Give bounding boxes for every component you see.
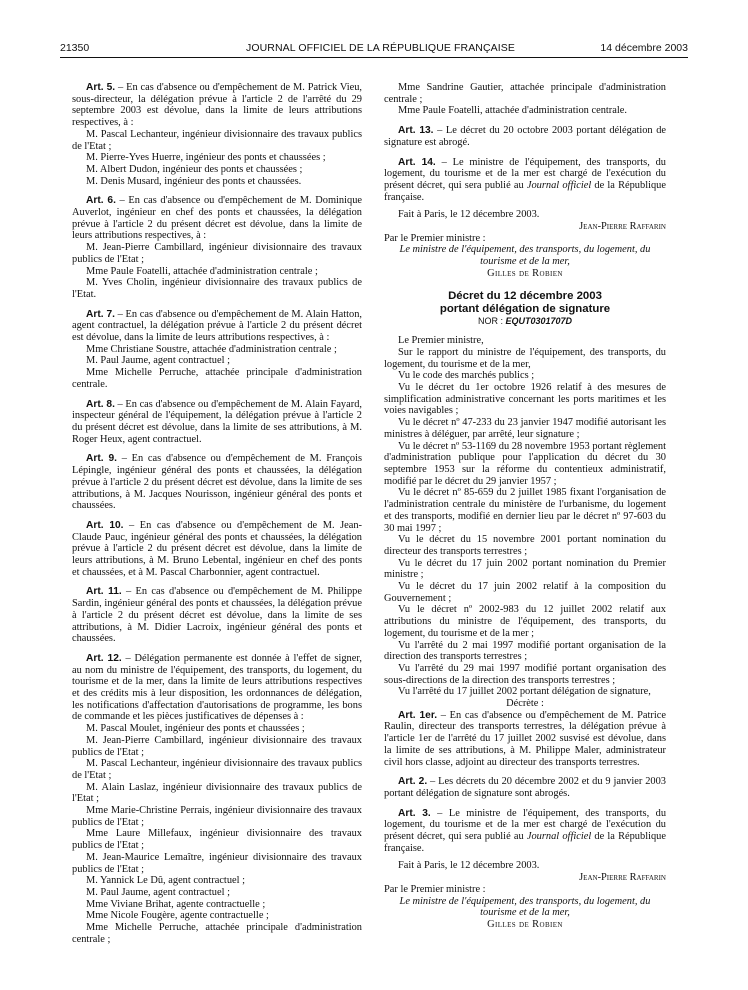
list-item: Mme Michelle Perruche, attachée principale d'administration centrale. [72,367,362,390]
article-11: Art. 11. – En cas d'absence ou d'empêchement de M. Philippe Sardin, ingénieur général des ponts et chaussées, la délégation prévue à l'article 2 du présent décret est dévolue, dans la limite de ses attributions, à M. Didier Lacroix, ingénieur général des ponts et chaussées. [72,586,362,645]
list-item: M. Pascal Lechanteur, ingénieur divisionnaire des travaux publics de l'Etat ; [72,128,362,152]
visa: Vu le décret du 17 juin 2002 relatif à la composition du Gouvernement ; [384,581,666,604]
decree-article-2: Art. 2. – Les décrets du 20 décembre 2002 et du 9 janvier 2003 portant délégation de signature sont abrogés. [384,776,667,799]
list-item: M. Jean-Pierre Cambillard, ingénieur divisionnaire des travaux publics de l'Etat ; [72,242,362,265]
list-item: Mme Nicole Fougère, agente contractuelle ; [86,910,269,922]
right-column [384,82,666,931]
visa: Vu le décret nº 2002-983 du 12 juillet 2002 relatif aux attributions du ministre de l'équipement, des transports, du logement, du tourisme et de la mer ; [384,604,666,639]
header-rule [60,57,688,58]
journal-title: JOURNAL OFFICIEL DE LA RÉPUBLIQUE FRANÇAISE [246,42,515,54]
decree-title: Décret du 12 décembre 2003 portant délégation de signature [439,289,611,315]
page-number: 21350 [60,42,90,54]
list-item: M. Alain Laslaz, ingénieur divisionnaire des travaux publics de l'Etat ; [72,781,362,805]
signature-date: Fait à Paris, le 12 décembre 2003. [398,860,540,872]
article-6: Art. 6. – En cas d'absence ou d'empêchement de M. Dominique Auverlot, ingénieur en chef des ponts et chaussées, la délégation prévue à l'article 2 du présent décret est dévolue, dans la limite de leurs attributions respectives, à : [72,195,363,242]
issue-date: 14 décembre 2003 [600,42,688,54]
left-column [72,82,362,946]
list-item: Mme Laure Millefaux, ingénieur divisionnaire des travaux publics de l'Etat ; [72,828,362,852]
list-item: M. Jean-Pierre Cambillard, ingénieur divisionnaire des travaux publics de l'Etat ; [72,734,362,758]
article-14: Art. 14. – Le ministre de l'équipement, des transports, du logement, du tourisme et de la mer est chargé de l'exécution du présent décret, qui sera publié au Journal officiel de la République française. [384,156,666,203]
list-item: Mme Viviane Brihat, agente contractuelle ; [86,898,266,910]
decree-article-1: Art. 1er. – En cas d'absence ou d'empêchement de M. Patrice Raulin, directeur des transports terrestres, la délégation prévue à l'article 1er de l'arrêté du 17 juillet 2002 susvisé est dévolue, dans la limite de ses attributions, à M. Philippe Maler, administrateur civil hors classe, adjoint au directeur des transports terrestres. [384,709,666,768]
list-item: Mme Paule Foatelli, attachée d'administration centrale ; [86,265,318,277]
article-8: Art. 8. – En cas d'absence ou d'empêchement de M. Alain Fayard, inspecteur général de l'équipement, la délégation prévue à l'article 2 du présent décret est dévolue, dans la limite de ses attributions, à M. Roger Heux, agent contractuel. [72,398,362,445]
decrete-heading: Décrète : [506,698,544,710]
decree-article-3: Art. 3. – Le ministre de l'équipement, des transports, du logement, du tourisme et de la mer est chargé de l'exécution du présent décret, qui sera publié au Journal officiel de la République française. [384,807,667,854]
article-10: Art. 10. – En cas d'absence ou d'empêchement de M. Jean-Claude Pauc, ingénieur général des ponts et chaussées, la délégation prévue à l'article 2 du présent décret est dévolue, dans la limite de leurs attributions, à M. Bruno Lebental, ingénieur en chef des ponts et chaussées, et à M. Pascal Charbonnier, agent contractuel. [72,519,363,578]
pm-line: Par le Premier ministre : [384,883,486,895]
visa: Vu l'arrêté du 2 mai 1997 modifié portant organisation de la direction des transports terrestres ; [384,639,666,663]
list-item: Mme Christiane Soustre, attachée d'administration centrale ; [86,343,337,355]
decree-intro: Le Premier ministre, [398,335,484,347]
visa: Vu le code des marchés publics ; [398,370,535,382]
list-item: M. Yannick Le Dû, agent contractuel ; [86,875,245,887]
article-12: Art. 12. – Délégation permanente est donnée à l'effet de signer, au nom du ministre de l'équipement, des transports, du logement, du tourisme et de la mer, dans la limite de leurs attributions respectives et des crédits mis à leur disposition, les ordonnances de délégation, les notifications d'affectation d'autorisations de programme, les bons de commande et les pièces justificatives de dépenses à : [72,652,363,723]
article-7: Art. 7. – En cas d'absence ou d'empêchement de M. Alain Hatton, agent contractuel, la délégation prévue à l'article 2 du présent décret est dévolue, dans la limite de leurs attributions respectives, à : [72,308,363,344]
visa: Sur le rapport du ministre de l'équipement, des transports, du logement, du tourisme et de la mer, [384,346,666,370]
minister-title: Le ministre de l'équipement, des transports, du logement, du tourisme et de la mer, [399,244,651,268]
list-item: M. Jean-Maurice Lemaître, ingénieur divisionnaire des travaux publics de l'Etat ; [72,851,362,875]
visa: Vu le décret nº 85-659 du 2 juillet 1985 fixant l'organisation de l'administration centrale du ministère de l'urbanisme, du logement et des transports, modifié en dernier lieu par le décret nº 97-603 du 30 mai 1997 ; [384,487,666,534]
visa: Vu le décret du 15 novembre 2001 portant nomination du directeur des transports terrestres ; [384,534,666,557]
signer-name: Jean-Pierre Raffarin [579,221,666,233]
visa: Vu l'arrêté du 29 mai 1997 modifié portant organisation des sous-directions de la direction des transports terrestres ; [384,662,666,686]
list-item: M. Paul Jaume, agent contractuel ; [86,355,230,367]
list-item: Mme Paule Foatelli, attachée d'administration centrale. [398,105,627,117]
article-9: Art. 9. – En cas d'absence ou d'empêchement de M. François Lépingle, ingénieur général des ponts et chaussées, la délégation prévue à l'article 2 du présent décret est dévolue, dans la limite de ses attributions, à M. Jacques Nourisson, ingénieur général des ponts et chaussées. [72,453,363,512]
pm-line: Par le Premier ministre : [384,232,486,244]
list-item: M. Pierre-Yves Huerre, ingénieur des ponts et chaussées ; [86,152,326,164]
list-item: M. Denis Musard, ingénieur des ponts et chaussées. [86,175,302,187]
list-item: Mme Sandrine Gautier, attachée principale d'administration centrale ; [384,82,666,105]
list-item: Mme Michelle Perruche, attachée principale d'administration centrale ; [72,922,362,945]
list-item: M. Paul Jaume, agent contractuel ; [86,887,230,898]
nor-reference: NOR : EQUT0301707D [477,315,573,326]
list-item: M. Pascal Moulet, ingénieur des ponts et chaussées ; [86,723,305,735]
minister-name: Gilles de Robien [487,919,563,930]
visa: Vu le décret du 17 juin 2002 portant nomination du Premier ministre ; [384,557,666,581]
minister-title: Le ministre de l'équipement, des transports, du logement, du tourisme et de la mer, [399,895,651,919]
minister-name: Gilles de Robien [487,267,563,279]
list-item: M. Pascal Lechanteur, ingénieur divisionnaire des travaux publics de l'Etat ; [72,758,362,781]
visa: Vu le décret du 1er octobre 1926 relatif à des mesures de simplification administrative concernant les ports maritimes et les voies navigables ; [384,382,666,417]
list-item: Mme Marie-Christine Perrais, ingénieur divisionnaire des travaux publics de l'Etat ; [72,805,362,828]
article-5: Art. 5. – En cas d'absence ou d'empêchement de M. Patrick Vieu, sous-directeur, la délégation prévue à l'article 2 de l'arrêté du 29 septembre 2003 est dévolue, dans la limite de leurs attributions respectives, à : [72,82,363,129]
list-item: M. Yves Cholin, ingénieur divisionnaire des travaux publics de l'Etat. [72,277,362,300]
list-item: M. Albert Dudon, ingénieur des ponts et chaussées ; [86,163,303,175]
article-13: Art. 13. – Le décret du 20 octobre 2003 portant délégation de signature est abrogé. [384,125,666,148]
signature-date: Fait à Paris, le 12 décembre 2003. [398,209,540,221]
signer-name: Jean-Pierre Raffarin [579,872,666,884]
visa: Vu le décret nº 47-233 du 23 janvier 1947 modifié autorisant les ministres à déléguer, par arrêté, leur signature ; [384,417,666,440]
visa: Vu l'arrêté du 17 juillet 2002 portant délégation de signature, [398,686,651,698]
visa: Vu le décret nº 53-1169 du 28 novembre 1953 portant règlement d'administration publique pour l'application du décret du 30 septembre 1953 sur la réforme du contentieux administratif, modifié par le décret du 29 janvier 1957 ; [384,440,666,487]
